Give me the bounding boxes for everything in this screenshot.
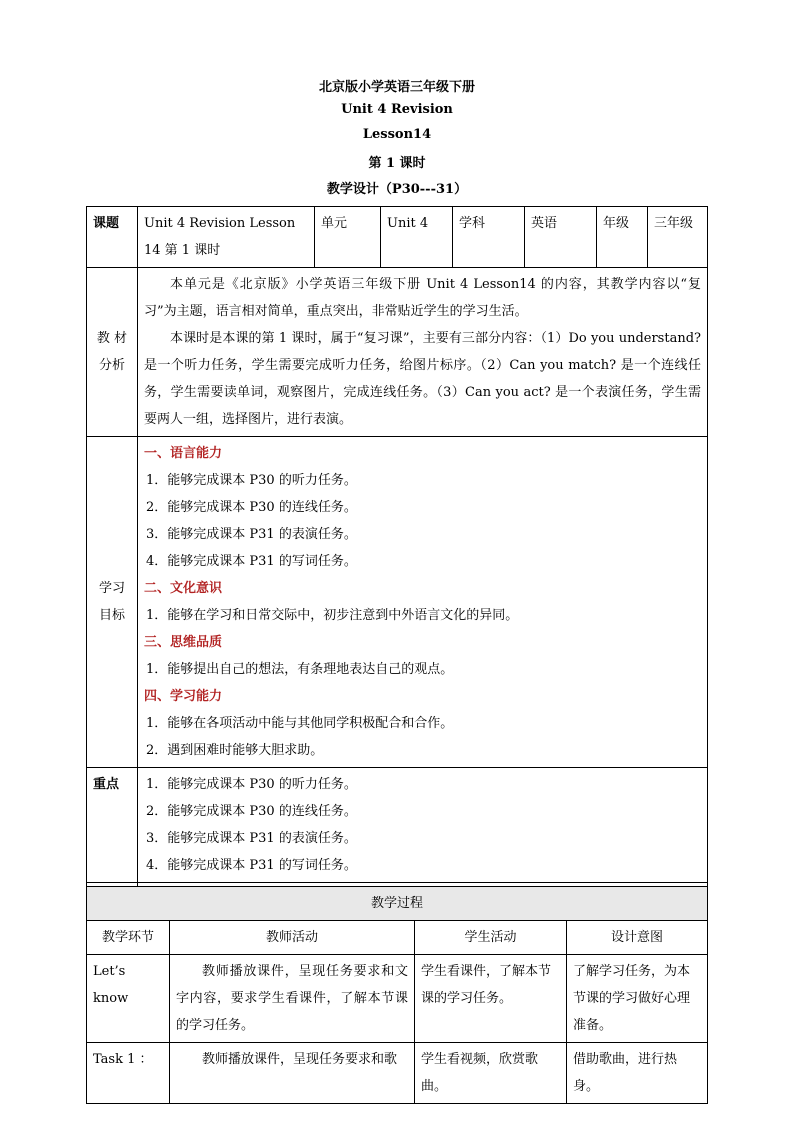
goal-item: 3．能够完成课本 P31 的表演任务。	[146, 527, 357, 542]
process-title-row	[87, 887, 708, 921]
topic-row	[87, 207, 708, 268]
teacher-activity	[170, 955, 415, 1043]
process-row	[87, 955, 708, 1043]
lesson-info-table	[86, 206, 708, 917]
goal-item: 1．能够在学习和日常交际中，初步注意到中外语言文化的异同。	[146, 608, 519, 623]
student-activity: 学生看课件，了解本节课的学习任务。	[415, 955, 567, 1043]
goal-section-heading: 一、语言能力	[144, 446, 223, 461]
topic-value: Unit 4 Revision Lesson 14 第 1 课时	[138, 207, 315, 268]
design-intent: 借助歌曲，进行热身。	[567, 1043, 708, 1104]
teacher-activity	[170, 1043, 415, 1104]
goals-label-line1: 学习	[98, 581, 125, 596]
goal-item: 1．能够提出自己的想法，有条理地表达自己的观点。	[146, 662, 454, 677]
key-points-row	[87, 768, 708, 883]
grade-value: 三年级	[648, 207, 708, 268]
column-header: 设计意图	[567, 921, 708, 955]
column-header: 教师活动	[170, 921, 415, 955]
doc-period-title: 第 1 课时	[368, 156, 426, 171]
topic-label: 课题	[87, 207, 138, 268]
student-activity: 学生看视频，欣赏歌曲。	[415, 1043, 567, 1104]
column-header: 学生活动	[415, 921, 567, 955]
analysis-row	[87, 268, 708, 437]
analysis-paragraph-1: 本单元是《北京版》小学英语三年级下册 Unit 4 Lesson14 的内容，其教学内容以“复习”为主题，语言相对简单，重点突出，非常贴近学生的学习生活。	[144, 277, 701, 319]
key-point-item: 4．能够完成课本 P31 的写词任务。	[146, 858, 357, 873]
goal-section-heading: 三、思维品质	[144, 635, 223, 650]
unit-value: Unit 4	[381, 207, 453, 268]
analysis-paragraph-2: 本课时是本课的第 1 课时，属于“复习课”，主要有三部分内容：（1）Do you understand? 是一个听力任务，学生需要完成听力任务，给图片标序。（2）Can you match? 是一个连线任务，学生需要读单词，观察图片，完成连线任务。（3）Can you act? 是一个表演任务，学生需要两人一组，选择图片，进行表演。	[144, 331, 701, 427]
goals-label	[87, 437, 138, 768]
doc-design-title: 教学设计（P30---31）	[326, 182, 468, 197]
analysis-label-line1: 教 材	[96, 331, 128, 346]
key-points-label: 重点	[87, 768, 138, 883]
doc-lesson-title: Lesson14	[362, 127, 432, 142]
design-intent: 了解学习任务，为本节课的学习做好心理准备。	[567, 955, 708, 1043]
analysis-label-line2: 分析	[98, 358, 125, 373]
process-row	[87, 1043, 708, 1104]
goal-item: 2．能够完成课本 P30 的连线任务。	[146, 500, 357, 515]
goal-item: 1．能够完成课本 P30 的听力任务。	[146, 473, 357, 488]
column-header: 教学环节	[87, 921, 170, 955]
doc-series-title: 北京版小学英语三年级下册	[318, 80, 475, 95]
teacher-activity-text: 教师播放课件，呈现任务要求和歌	[202, 1052, 398, 1067]
goal-item: 2．遇到困难时能够大胆求助。	[146, 743, 324, 758]
process-title: 教学过程	[87, 887, 708, 921]
goal-item: 1．能够在各项活动中能与其他同学积极配合和合作。	[146, 716, 454, 731]
goal-item: 4．能够完成课本 P31 的写词任务。	[146, 554, 357, 569]
goal-section-heading: 二、文化意识	[144, 581, 223, 596]
subject-value: 英语	[525, 207, 597, 268]
analysis-content	[138, 268, 708, 437]
goals-label-line2: 目标	[98, 608, 125, 623]
teacher-activity-text: 教师播放课件，呈现任务要求和文字内容，要求学生看课件，了解本节课的学习任务。	[176, 964, 408, 1033]
doc-unit-title: Unit 4 Revision	[341, 102, 453, 117]
analysis-label	[87, 268, 138, 437]
unit-label: 单元	[315, 207, 381, 268]
key-points-content	[138, 768, 708, 883]
goal-section-heading: 四、学习能力	[144, 689, 223, 704]
subject-label: 学科	[453, 207, 525, 268]
process-step: Task 1 ：	[87, 1043, 170, 1104]
grade-label: 年级	[597, 207, 648, 268]
goals-content	[138, 437, 708, 768]
key-point-item: 3．能够完成课本 P31 的表演任务。	[146, 831, 357, 846]
goals-row	[87, 437, 708, 768]
key-point-item: 2．能够完成课本 P30 的连线任务。	[146, 804, 357, 819]
teaching-process-table	[86, 886, 708, 1104]
key-point-item: 1．能够完成课本 P30 的听力任务。	[146, 777, 357, 792]
process-step: Let’s know	[87, 955, 170, 1043]
process-header-row	[87, 921, 708, 955]
